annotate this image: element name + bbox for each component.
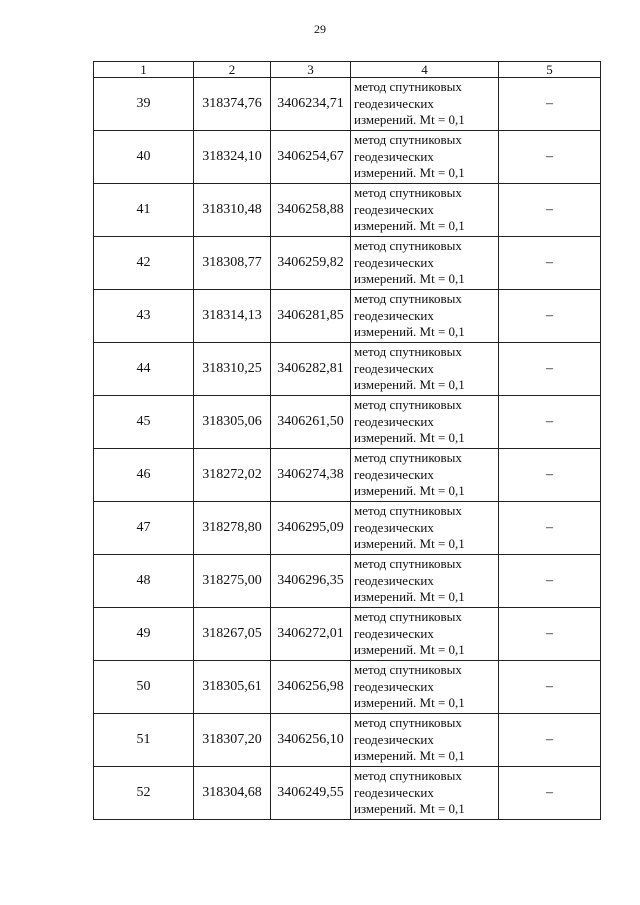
method-cell — [351, 396, 499, 449]
y-coordinate-cell: 3406256,10 — [271, 714, 351, 767]
note-cell: – — [499, 396, 601, 449]
y-coordinate-cell: 3406259,82 — [271, 237, 351, 290]
method-line: измерений. Mt = 0,1 — [354, 430, 465, 446]
table-row — [94, 502, 601, 555]
note-cell: – — [499, 343, 601, 396]
x-coordinate-cell: 318304,68 — [194, 767, 271, 820]
table-row — [94, 555, 601, 608]
method-line: геодезических — [354, 307, 434, 323]
method-line: измерений. Mt = 0,1 — [354, 112, 465, 128]
note-cell: – — [499, 661, 601, 714]
method-line: метод спутниковых — [354, 768, 462, 784]
table-row — [94, 237, 601, 290]
method-cell — [351, 608, 499, 661]
note-cell: – — [499, 502, 601, 555]
x-coordinate-cell: 318310,48 — [194, 184, 271, 237]
y-coordinate-cell: 3406249,55 — [271, 767, 351, 820]
method-cell — [351, 343, 499, 396]
x-coordinate-cell: 318374,76 — [194, 78, 271, 131]
point-number-cell: 52 — [94, 767, 194, 820]
column-header-5: 5 — [499, 62, 601, 78]
method-line: геодезических — [354, 519, 434, 535]
method-line: метод спутниковых — [354, 609, 462, 625]
method-line: метод спутниковых — [354, 715, 462, 731]
y-coordinate-cell: 3406274,38 — [271, 449, 351, 502]
method-line: метод спутниковых — [354, 291, 462, 307]
y-coordinate-cell: 3406261,50 — [271, 396, 351, 449]
method-line: измерений. Mt = 0,1 — [354, 218, 465, 234]
x-coordinate-cell: 318267,05 — [194, 608, 271, 661]
y-coordinate-cell: 3406281,85 — [271, 290, 351, 343]
point-number-cell: 42 — [94, 237, 194, 290]
table-row — [94, 184, 601, 237]
table-row — [94, 343, 601, 396]
method-cell — [351, 290, 499, 343]
note-cell: – — [499, 237, 601, 290]
method-line: геодезических — [354, 572, 434, 588]
y-coordinate-cell: 3406296,35 — [271, 555, 351, 608]
method-line: измерений. Mt = 0,1 — [354, 536, 465, 552]
y-coordinate-cell: 3406295,09 — [271, 502, 351, 555]
method-cell — [351, 449, 499, 502]
method-line: метод спутниковых — [354, 185, 462, 201]
y-coordinate-cell: 3406272,01 — [271, 608, 351, 661]
table-header-row — [94, 62, 601, 78]
method-cell — [351, 237, 499, 290]
y-coordinate-cell: 3406234,71 — [271, 78, 351, 131]
table-body — [94, 78, 601, 820]
method-line: измерений. Mt = 0,1 — [354, 748, 465, 764]
point-number-cell: 39 — [94, 78, 194, 131]
method-cell — [351, 661, 499, 714]
note-cell: – — [499, 767, 601, 820]
method-line: геодезических — [354, 95, 434, 111]
method-line: измерений. Mt = 0,1 — [354, 589, 465, 605]
method-line: измерений. Mt = 0,1 — [354, 801, 465, 817]
x-coordinate-cell: 318308,77 — [194, 237, 271, 290]
method-line: метод спутниковых — [354, 344, 462, 360]
point-number-cell: 49 — [94, 608, 194, 661]
point-number-cell: 47 — [94, 502, 194, 555]
method-line: измерений. Mt = 0,1 — [354, 271, 465, 287]
note-cell: – — [499, 608, 601, 661]
method-line: метод спутниковых — [354, 397, 462, 413]
method-line: метод спутниковых — [354, 503, 462, 519]
method-line: измерений. Mt = 0,1 — [354, 483, 465, 499]
method-line: измерений. Mt = 0,1 — [354, 642, 465, 658]
table-row — [94, 131, 601, 184]
method-line: геодезических — [354, 466, 434, 482]
method-line: геодезических — [354, 254, 434, 270]
page-number: 29 — [314, 22, 326, 36]
table-row — [94, 767, 601, 820]
point-number-cell: 45 — [94, 396, 194, 449]
column-header-1: 1 — [94, 62, 194, 78]
x-coordinate-cell: 318314,13 — [194, 290, 271, 343]
method-cell — [351, 78, 499, 131]
method-line: метод спутниковых — [354, 238, 462, 254]
table-row — [94, 78, 601, 131]
point-number-cell: 43 — [94, 290, 194, 343]
point-number-cell: 44 — [94, 343, 194, 396]
column-header-4: 4 — [351, 62, 499, 78]
method-line: метод спутниковых — [354, 132, 462, 148]
x-coordinate-cell: 318272,02 — [194, 449, 271, 502]
method-cell — [351, 555, 499, 608]
note-cell: – — [499, 184, 601, 237]
y-coordinate-cell: 3406256,98 — [271, 661, 351, 714]
method-cell — [351, 714, 499, 767]
column-header-2: 2 — [194, 62, 271, 78]
coordinates-table — [93, 61, 601, 820]
x-coordinate-cell: 318305,61 — [194, 661, 271, 714]
method-line: геодезических — [354, 678, 434, 694]
point-number-cell: 50 — [94, 661, 194, 714]
table-row — [94, 449, 601, 502]
note-cell: – — [499, 449, 601, 502]
method-line: геодезических — [354, 625, 434, 641]
point-number-cell: 46 — [94, 449, 194, 502]
x-coordinate-cell: 318307,20 — [194, 714, 271, 767]
method-line: геодезических — [354, 413, 434, 429]
method-cell — [351, 131, 499, 184]
method-line: метод спутниковых — [354, 662, 462, 678]
method-line: метод спутниковых — [354, 450, 462, 466]
x-coordinate-cell: 318305,06 — [194, 396, 271, 449]
method-line: метод спутниковых — [354, 556, 462, 572]
table-row — [94, 714, 601, 767]
method-line: геодезических — [354, 360, 434, 376]
method-cell — [351, 767, 499, 820]
table-row — [94, 661, 601, 714]
point-number-cell: 48 — [94, 555, 194, 608]
x-coordinate-cell: 318275,00 — [194, 555, 271, 608]
method-line: геодезических — [354, 731, 434, 747]
x-coordinate-cell: 318278,80 — [194, 502, 271, 555]
method-line: измерений. Mt = 0,1 — [354, 695, 465, 711]
y-coordinate-cell: 3406258,88 — [271, 184, 351, 237]
table-row — [94, 396, 601, 449]
y-coordinate-cell: 3406282,81 — [271, 343, 351, 396]
method-cell — [351, 184, 499, 237]
method-cell — [351, 502, 499, 555]
point-number-cell: 40 — [94, 131, 194, 184]
table-row — [94, 608, 601, 661]
method-line: измерений. Mt = 0,1 — [354, 377, 465, 393]
point-number-cell: 41 — [94, 184, 194, 237]
method-line: геодезических — [354, 201, 434, 217]
note-cell: – — [499, 555, 601, 608]
note-cell: – — [499, 714, 601, 767]
method-line: измерений. Mt = 0,1 — [354, 324, 465, 340]
note-cell: – — [499, 78, 601, 131]
x-coordinate-cell: 318310,25 — [194, 343, 271, 396]
table-row — [94, 290, 601, 343]
y-coordinate-cell: 3406254,67 — [271, 131, 351, 184]
method-line: измерений. Mt = 0,1 — [354, 165, 465, 181]
note-cell: – — [499, 290, 601, 343]
method-line: геодезических — [354, 148, 434, 164]
note-cell: – — [499, 131, 601, 184]
method-line: метод спутниковых — [354, 79, 462, 95]
column-header-3: 3 — [271, 62, 351, 78]
method-line: геодезических — [354, 784, 434, 800]
x-coordinate-cell: 318324,10 — [194, 131, 271, 184]
point-number-cell: 51 — [94, 714, 194, 767]
